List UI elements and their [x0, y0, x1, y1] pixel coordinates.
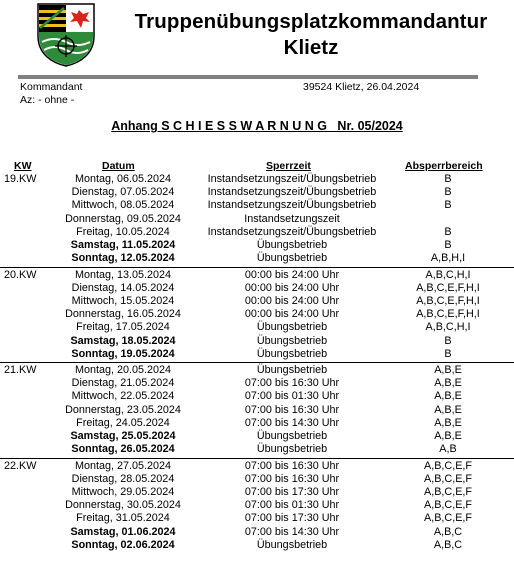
- sperrzeit-cell: Instandsetzungszeit/Übungsbetrieb: [207, 173, 377, 185]
- week-separator: [0, 362, 514, 363]
- week-label: 22.KW: [4, 459, 37, 472]
- date-cell: Mittwoch, 08.05.2024: [71, 199, 175, 212]
- absperrbereich-cell: A,B,C,E,F: [424, 499, 472, 512]
- date-cell: Samstag, 25.05.2024: [70, 430, 176, 442]
- column-header-datum: Datum: [102, 160, 135, 172]
- date-cell: Dienstag, 14.05.2024: [71, 281, 175, 294]
- table-row: [0, 417, 514, 430]
- table-row: [0, 443, 514, 456]
- table-row: [0, 252, 514, 265]
- date-cell: Donnerstag, 30.05.2024: [65, 499, 181, 512]
- table-row: [0, 404, 514, 417]
- absperrbereich-cell: A,B,E: [434, 403, 462, 416]
- absperrbereich-cell: A,B,E: [434, 430, 462, 442]
- absperrbereich-cell: B: [444, 347, 452, 360]
- table-row: [0, 499, 514, 512]
- date-cell: Samstag, 01.06.2024: [70, 525, 176, 538]
- sperrzeit-cell: 00:00 bis 24:00 Uhr: [244, 281, 340, 294]
- absperrbereich-cell: A,B,E: [434, 364, 462, 376]
- table-row: [0, 199, 514, 212]
- week-label: 19.KW: [4, 173, 37, 185]
- week-label: 21.KW: [4, 364, 37, 376]
- week-label: 20.KW: [4, 268, 37, 281]
- sperrzeit-cell: 07:00 bis 01:30 Uhr: [244, 499, 340, 512]
- date-cell: Freitag, 17.05.2024: [76, 321, 170, 334]
- sperrzeit-cell: 07:00 bis 16:30 Uhr: [244, 377, 340, 390]
- date-cell: Sonntag, 12.05.2024: [71, 252, 175, 265]
- absperrbereich-cell: B: [444, 334, 452, 347]
- column-header-absperrbereich: Absperrbereich: [405, 160, 483, 172]
- date-cell: Mittwoch, 22.05.2024: [71, 390, 175, 403]
- sperrzeit-cell: Übungsbetrieb: [256, 430, 328, 442]
- date-cell: Sonntag, 02.06.2024: [71, 538, 175, 551]
- sperrzeit-cell: 07:00 bis 16:30 Uhr: [244, 459, 340, 472]
- sperrzeit-cell: 07:00 bis 17:30 Uhr: [244, 485, 340, 498]
- absperrbereich-cell: B: [444, 186, 452, 199]
- date-cell: Donnerstag, 16.05.2024: [65, 308, 181, 321]
- table-row: [0, 282, 514, 295]
- date-cell: Dienstag, 21.05.2024: [71, 377, 175, 390]
- header-divider: [18, 75, 478, 79]
- date-cell: Samstag, 18.05.2024: [70, 334, 176, 347]
- absperrbereich-cell: B: [444, 239, 452, 251]
- absperrbereich-cell: A,B,H,I: [430, 252, 466, 265]
- table-row: [0, 473, 514, 486]
- page-title-line1: Truppenübungsplatzkommandantur: [134, 10, 488, 33]
- table-row: [0, 486, 514, 499]
- date-cell: Montag, 27.05.2024: [74, 459, 172, 472]
- sperrzeit-cell: Übungsbetrieb: [256, 252, 328, 265]
- table-row: [0, 539, 514, 552]
- table-row: [0, 295, 514, 308]
- date-cell: Donnerstag, 23.05.2024: [65, 403, 181, 416]
- date-cell: Dienstag, 07.05.2024: [71, 186, 175, 199]
- absperrbereich-cell: A,B,C,E,F,H,I: [416, 308, 480, 321]
- absperrbereich-cell: A,B,C,E,F,H,I: [416, 294, 480, 307]
- absperrbereich-cell: A,B,C,H,I: [425, 321, 471, 334]
- date-cell: Dienstag, 28.05.2024: [71, 472, 175, 485]
- table-row: [0, 348, 514, 361]
- date-cell: Freitag, 10.05.2024: [76, 225, 170, 238]
- week-separator: [0, 267, 514, 268]
- date-cell: Sonntag, 19.05.2024: [71, 347, 175, 360]
- table-row: [0, 364, 514, 377]
- date-cell: Montag, 20.05.2024: [74, 364, 172, 376]
- absperrbereich-cell: A,B,E: [434, 416, 462, 429]
- table-row: [0, 321, 514, 334]
- sender-role: Kommandant: [20, 81, 83, 93]
- sperrzeit-cell: Instandsetzungszeit/Übungsbetrieb: [207, 186, 377, 199]
- absperrbereich-cell: A,B,C,E,F: [424, 459, 472, 472]
- table-row: [0, 512, 514, 525]
- date-cell: Mittwoch, 15.05.2024: [71, 294, 175, 307]
- sperrzeit-cell: 07:00 bis 16:30 Uhr: [244, 403, 340, 416]
- table-row: [0, 269, 514, 282]
- table-row: [0, 526, 514, 539]
- sperrzeit-cell: Instandsetzungszeit/Übungsbetrieb: [207, 199, 377, 212]
- absperrbereich-cell: A,B,C,E,F: [424, 485, 472, 498]
- week-separator: [0, 458, 514, 459]
- sperrzeit-cell: Übungsbetrieb: [256, 321, 328, 334]
- table-row: [0, 186, 514, 199]
- sperrzeit-cell: Übungsbetrieb: [256, 347, 328, 360]
- sperrzeit-cell: 00:00 bis 24:00 Uhr: [244, 308, 340, 321]
- sperrzeit-cell: Übungsbetrieb: [256, 538, 328, 551]
- absperrbereich-cell: A,B,C,H,I: [425, 268, 471, 281]
- absperrbereich-cell: A,B,C,E,F: [424, 512, 472, 525]
- date-cell: Montag, 13.05.2024: [74, 268, 172, 281]
- page-title-line2: Klietz: [283, 36, 339, 59]
- absperrbereich-cell: A,B,E: [434, 377, 462, 390]
- absperrbereich-cell: B: [444, 225, 452, 238]
- date-cell: Donnerstag, 09.05.2024: [65, 212, 181, 225]
- sperrzeit-cell: 00:00 bis 24:00 Uhr: [244, 268, 340, 281]
- reference-number: Az: - ohne -: [20, 94, 75, 106]
- absperrbereich-cell: A,B,C,E,F,H,I: [416, 281, 480, 294]
- table-row: [0, 390, 514, 403]
- sperrzeit-cell: Übungsbetrieb: [256, 239, 328, 251]
- sperrzeit-cell: 07:00 bis 17:30 Uhr: [244, 512, 340, 525]
- date-cell: Montag, 06.05.2024: [74, 173, 172, 185]
- date-cell: Freitag, 24.05.2024: [76, 416, 170, 429]
- sperrzeit-cell: 07:00 bis 14:30 Uhr: [244, 416, 340, 429]
- table-row: [0, 335, 514, 348]
- sperrzeit-cell: 07:00 bis 01:30 Uhr: [244, 390, 340, 403]
- sperrzeit-cell: Übungsbetrieb: [256, 364, 328, 376]
- date-cell: Mittwoch, 29.05.2024: [71, 485, 175, 498]
- table-row: [0, 460, 514, 473]
- table-row: [0, 377, 514, 390]
- sperrzeit-cell: Instandsetzungszeit: [244, 212, 340, 225]
- sperrzeit-cell: 00:00 bis 24:00 Uhr: [244, 294, 340, 307]
- table-row: [0, 226, 514, 239]
- table-row: [0, 430, 514, 443]
- absperrbereich-cell: B: [444, 173, 452, 185]
- table-row: [0, 308, 514, 321]
- date-cell: Sonntag, 26.05.2024: [71, 443, 175, 456]
- sperrzeit-cell: Übungsbetrieb: [256, 443, 328, 456]
- absperrbereich-cell: A,B,C: [433, 538, 463, 551]
- sperrzeit-cell: Übungsbetrieb: [256, 334, 328, 347]
- absperrbereich-cell: B: [444, 199, 452, 212]
- column-header-kw: KW: [14, 160, 32, 172]
- table-row: [0, 239, 514, 252]
- date-cell: Freitag, 31.05.2024: [76, 512, 170, 525]
- sperrzeit-cell: Instandsetzungszeit/Übungsbetrieb: [207, 225, 377, 238]
- sperrzeit-cell: 07:00 bis 14:30 Uhr: [244, 525, 340, 538]
- sperrzeit-cell: 07:00 bis 16:30 Uhr: [244, 472, 340, 485]
- absperrbereich-cell: A,B: [439, 443, 457, 456]
- coat-of-arms-logo: [36, 2, 96, 68]
- place-and-date: 39524 Klietz, 26.04.2024: [303, 81, 420, 93]
- table-row: [0, 173, 514, 186]
- document-heading: Anhang S C H I E S S W A R N U N G Nr. 05/2024: [111, 119, 403, 133]
- absperrbereich-cell: A,B,E: [434, 390, 462, 403]
- absperrbereich-cell: A,B,C: [433, 525, 463, 538]
- table-row: [0, 213, 514, 226]
- date-cell: Samstag, 11.05.2024: [70, 239, 176, 251]
- absperrbereich-cell: A,B,C,E,F: [424, 472, 472, 485]
- column-header-sperrzeit: Sperrzeit: [266, 160, 311, 172]
